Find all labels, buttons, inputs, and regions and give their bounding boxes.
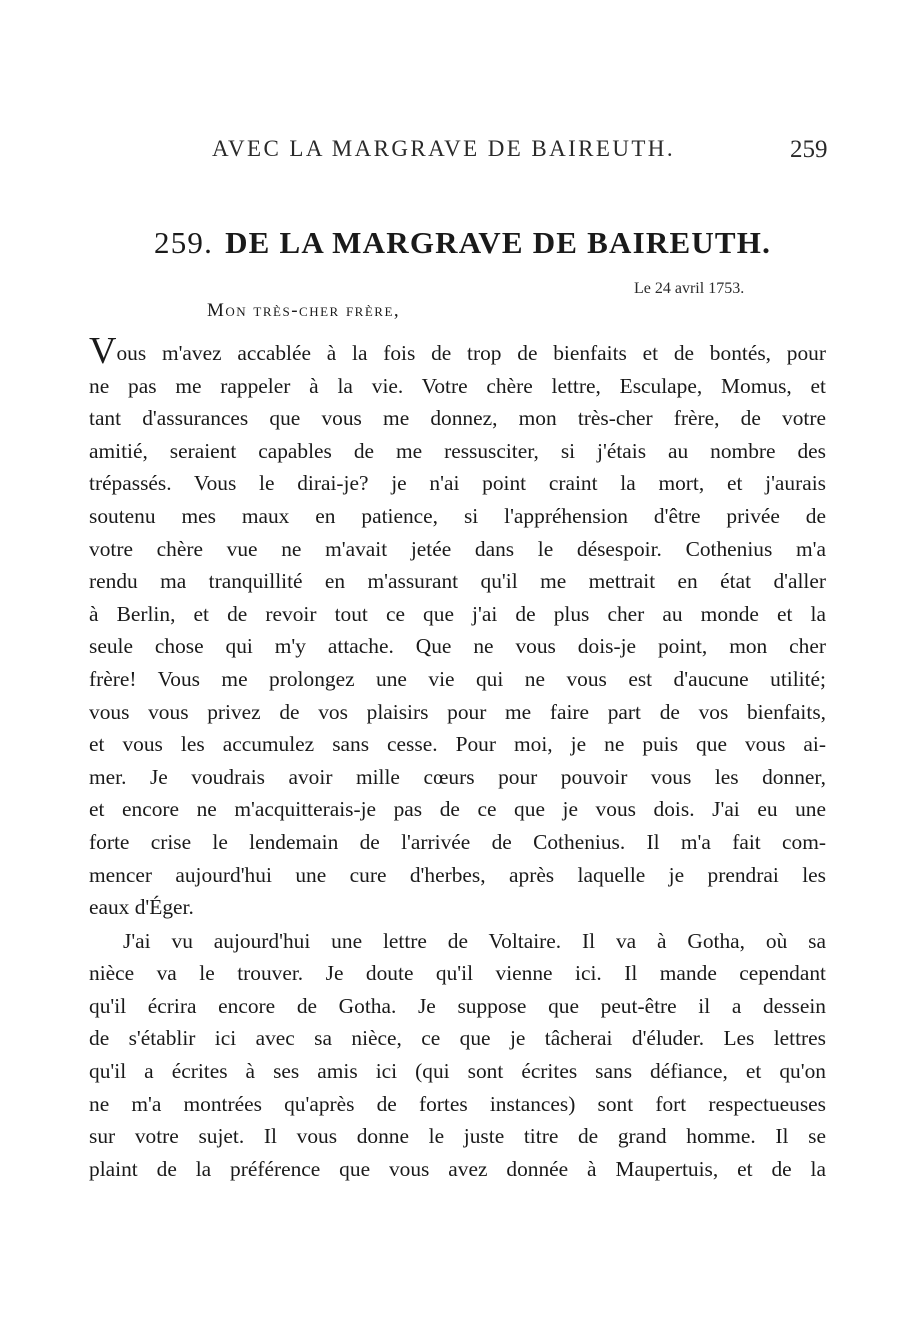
text-line: forte crise le lendemain de l'arrivée de Cothenius. Il m'a fait com- — [89, 829, 826, 854]
text-line: qu'il écrira encore de Gotha. Je suppose que peut-être il a dessein — [89, 993, 826, 1018]
drop-cap: V — [89, 330, 117, 372]
text-line: mer. Je voudrais avoir mille cœurs pour pouvoir vous les donner, — [89, 764, 826, 789]
letter-date: Le 24 avril 1753. — [634, 280, 745, 297]
text-line: plaint de la préférence que vous avez donnée à Maupertuis, et de la — [89, 1156, 826, 1181]
letter-title: DE LA MARGRAVE DE BAIREUTH. — [225, 225, 772, 260]
text-line: J'ai vu aujourd'hui une lettre de Voltaire. Il va à Gotha, où sa — [123, 928, 826, 953]
text-line: trépassés. Vous le dirai-je? je n'ai point craint la mort, et j'aurais — [89, 471, 826, 496]
text-line: et encore ne m'acquitterais-je pas de ce que je vous dois. J'ai eu une — [89, 797, 826, 822]
salutation: Mon très-cher frère, — [207, 300, 401, 321]
text-line: frère! Vous me prolongez une vie qui ne vous est d'aucune utilité; — [89, 666, 826, 691]
text-line: sur votre sujet. Il vous donne le juste titre de grand homme. Il se — [89, 1124, 826, 1149]
text-line: Vous m'avez accablée à la fois de trop de bienfaits et de bontés, pour — [89, 330, 826, 372]
text-line: ne m'a montrées qu'après de fortes instances) sont fort respectueuses — [89, 1091, 826, 1116]
text-line: à Berlin, et de revoir tout ce que j'ai de plus cher au monde et la — [89, 601, 826, 626]
text-line: et vous les accumulez sans cesse. Pour moi, je ne puis que vous ai- — [89, 732, 826, 757]
letter-heading — [154, 225, 771, 261]
letter-body — [89, 330, 826, 1185]
text-line: eaux d'Éger. — [89, 895, 194, 920]
running-head: AVEC LA MARGRAVE DE BAIREUTH. — [212, 136, 675, 161]
text-line: seule chose qui m'y attache. Que ne vous dois-je point, mon cher — [89, 634, 826, 659]
paragraph-2 — [89, 925, 826, 1186]
text-line: soutenu mes maux en patience, si l'appréhension d'être privée de — [89, 503, 826, 528]
text-line: mencer aujourd'hui une cure d'herbes, après laquelle je prendrai les — [89, 862, 826, 887]
text-line: tant d'assurances que vous me donnez, mon très-cher frère, de votre — [89, 406, 826, 431]
text-line: de s'établir ici avec sa nièce, ce que je tâcherai d'éluder. Les lettres — [89, 1026, 826, 1051]
page-number: 259 — [790, 136, 828, 163]
paragraph-1 — [89, 330, 826, 924]
text-line: nièce va le trouver. Je doute qu'il vienne ici. Il mande cependant — [89, 961, 826, 986]
text-line: ne pas me rappeler à la vie. Votre chère lettre, Esculape, Momus, et — [89, 373, 826, 398]
text-line: rendu ma tranquillité en m'assurant qu'il me mettrait en état d'aller — [89, 569, 826, 594]
text-line: amitié, seraient capables de me ressusciter, si j'étais au nombre des — [89, 438, 826, 463]
text-line: votre chère vue ne m'avait jetée dans le désespoir. Cothenius m'a — [89, 536, 826, 561]
text-line: qu'il a écrites à ses amis ici (qui sont écrites sans défiance, et qu'on — [89, 1059, 826, 1084]
text-line: vous vous privez de vos plaisirs pour me faire part de vos bienfaits, — [89, 699, 826, 724]
letter-number: 259. — [154, 225, 214, 260]
